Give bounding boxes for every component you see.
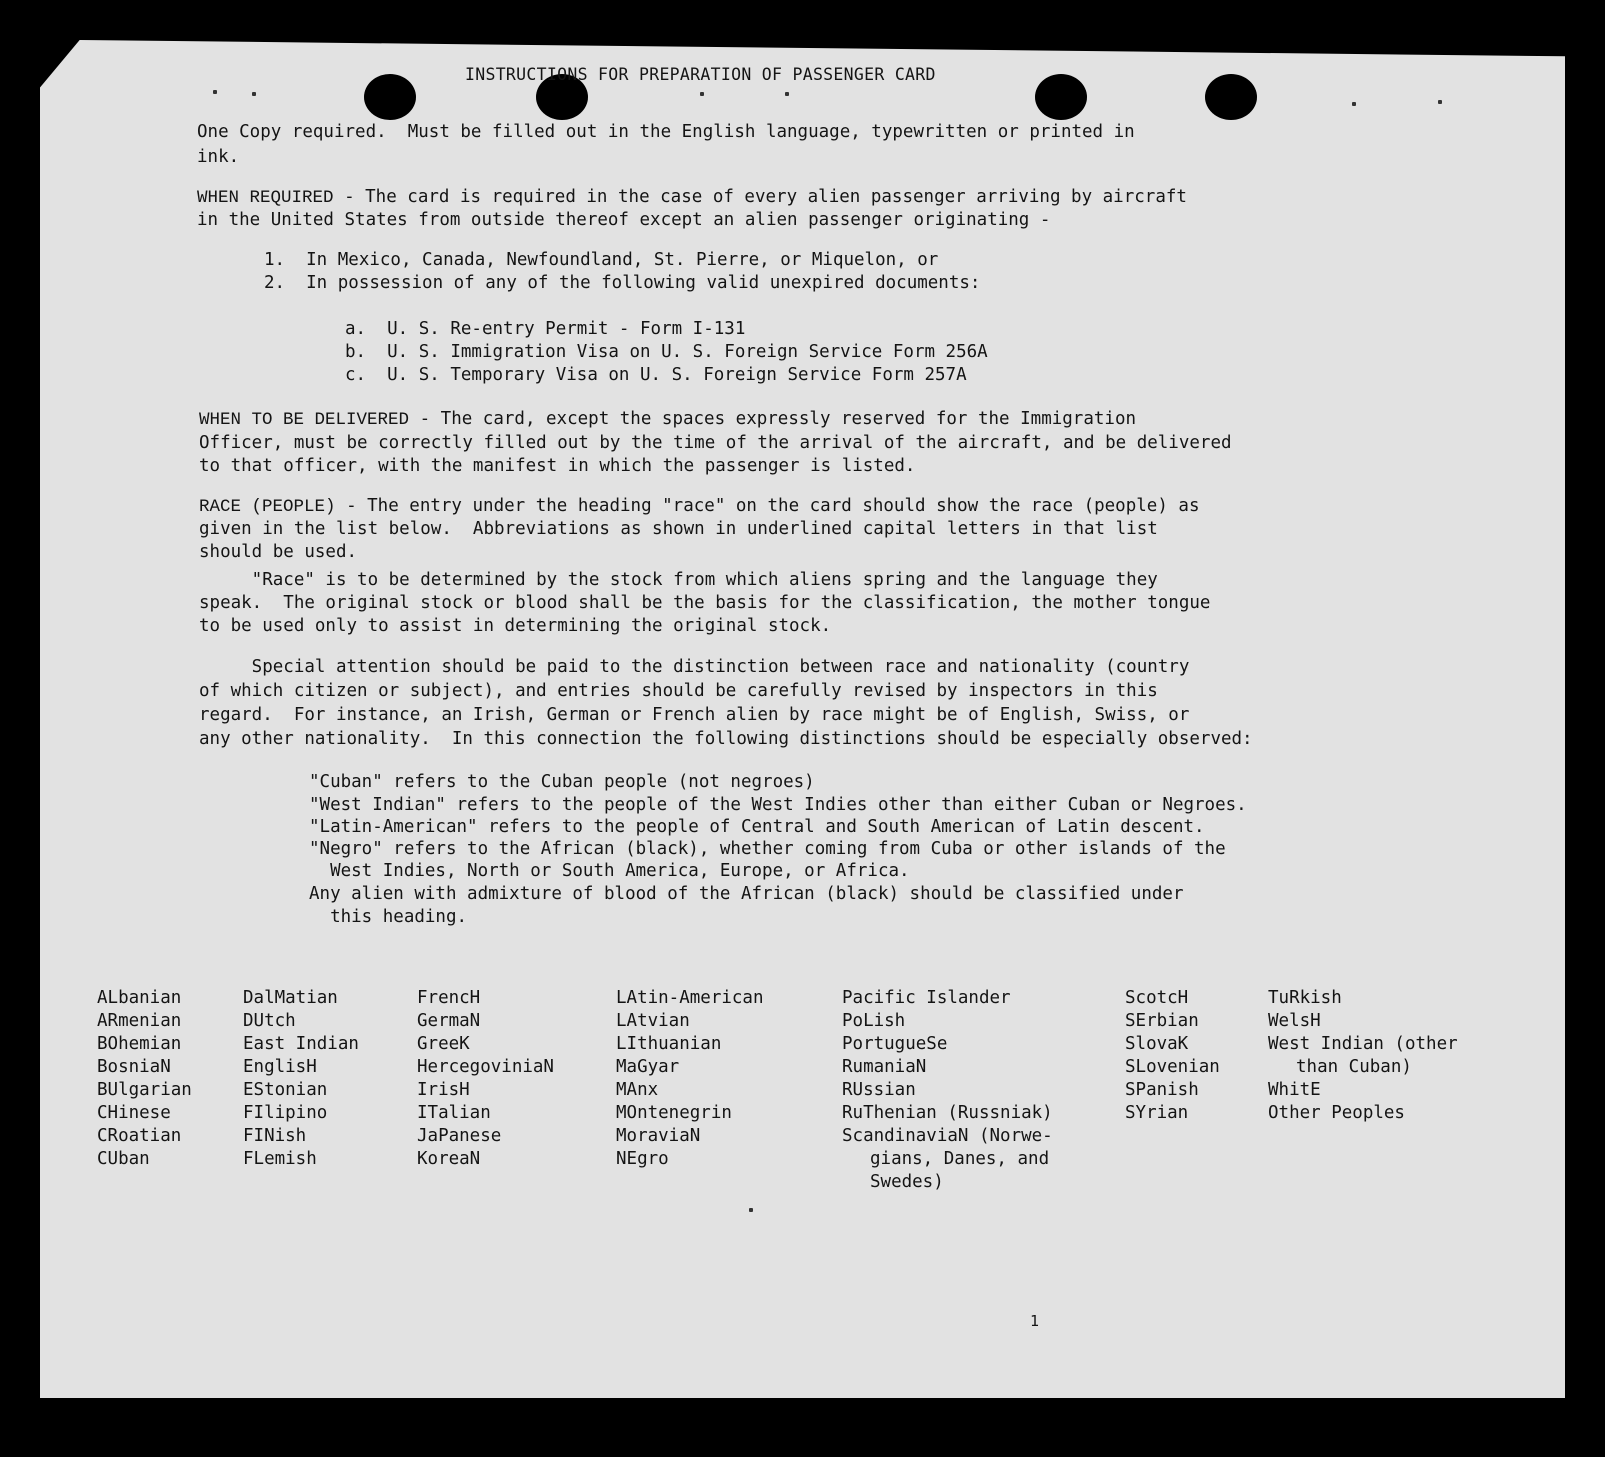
punch-hole bbox=[1035, 74, 1087, 120]
race-list-item: FLemish bbox=[243, 1149, 317, 1169]
race-list-item: PoLish bbox=[842, 1011, 906, 1031]
sub-list-item: b. U. S. Immigration Visa on U. S. Foreign Service Form 256A bbox=[345, 342, 988, 362]
when-required-paragraph: WHEN REQUIRED - The card is required in the case of every alien passenger arriving by aircraft bbox=[197, 187, 1187, 208]
race-list-item: SErbian bbox=[1125, 1011, 1199, 1031]
sub-list-item: c. U. S. Temporary Visa on U. S. Foreign Service Form 257A bbox=[345, 365, 967, 385]
race-list-item: gians, Danes, and bbox=[870, 1149, 1050, 1169]
section-heading: RACE (PEOPLE) bbox=[199, 497, 336, 517]
race-list-item: IrisH bbox=[417, 1080, 470, 1100]
punch-hole bbox=[364, 74, 416, 120]
paragraph-line: to that officer, with the manifest in which the passenger is listed. bbox=[199, 456, 916, 476]
race-list-item: FIlipino bbox=[243, 1103, 328, 1123]
race-list-item: ScotcH bbox=[1125, 988, 1189, 1008]
intro-line: One Copy required. Must be filled out in the English language, typewritten or printed in bbox=[197, 122, 1135, 142]
paragraph-line: of which citizen or subject), and entries should be carefully revised by inspectors in this bbox=[199, 681, 1158, 701]
race-list-item: West Indian (other bbox=[1268, 1034, 1458, 1054]
paragraph-line: given in the list below. Abbreviations as shown in underlined capital letters in that list bbox=[199, 519, 1158, 539]
distinction-line: "West Indian" refers to the people of the West Indies other than either Cuban or Negroes. bbox=[309, 795, 1247, 815]
race-list-item: EnglisH bbox=[243, 1057, 317, 1077]
race-list-column-5 bbox=[842, 987, 1053, 1194]
race-paragraph: RACE (PEOPLE) - The entry under the heading "race" on the card should show the race (people) as bbox=[199, 496, 1200, 517]
paragraph-line: Officer, must be correctly filled out by the time of the arrival of the aircraft, and be delivered bbox=[199, 433, 1232, 453]
race-list-item: RumaniaN bbox=[842, 1057, 927, 1077]
race-list-item: BosniaN bbox=[97, 1057, 171, 1077]
paragraph-line: any other nationality. In this connection the following distinctions should be especially observed: bbox=[199, 729, 1253, 749]
race-list-item: BOhemian bbox=[97, 1034, 182, 1054]
race-list-item: ITalian bbox=[417, 1103, 491, 1123]
race-list-item: EStonian bbox=[243, 1080, 328, 1100]
list-item: 1. In Mexico, Canada, Newfoundland, St. Pierre, or Miquelon, or bbox=[264, 250, 939, 270]
race-list-item: LAtin-American bbox=[616, 988, 764, 1008]
race-list-column-6 bbox=[1125, 987, 1220, 1125]
race-list-item: MoraviaN bbox=[616, 1126, 701, 1146]
distinction-line: "Negro" refers to the African (black), whether coming from Cuba or other islands of the bbox=[309, 839, 1226, 859]
race-list-item: NEgro bbox=[616, 1149, 669, 1169]
scan-speck bbox=[213, 90, 217, 94]
document-title: INSTRUCTIONS FOR PREPARATION OF PASSENGER CARD bbox=[465, 65, 936, 84]
race-list-item: WelsH bbox=[1268, 1011, 1321, 1031]
scan-speck bbox=[785, 92, 789, 96]
race-list-column-2 bbox=[243, 987, 359, 1171]
race-list-column-7 bbox=[1268, 987, 1458, 1125]
race-list-item: CHinese bbox=[97, 1103, 171, 1123]
paragraph-line: should be used. bbox=[199, 542, 358, 562]
race-list-item: RuThenian (Russniak) bbox=[842, 1103, 1053, 1123]
paragraph-line: to be used only to assist in determining the original stock. bbox=[199, 616, 832, 636]
race-list-item: SYrian bbox=[1125, 1103, 1189, 1123]
scan-speck bbox=[252, 92, 256, 96]
list-item: 2. In possession of any of the following valid unexpired documents: bbox=[264, 273, 981, 293]
scan-speck bbox=[1352, 102, 1356, 106]
page-mark: 1 bbox=[1030, 1312, 1040, 1330]
race-list-item: LAtvian bbox=[616, 1011, 690, 1031]
race-list-item: than Cuban) bbox=[1296, 1057, 1412, 1077]
race-list-item: SPanish bbox=[1125, 1080, 1199, 1100]
race-list-item: MaGyar bbox=[616, 1057, 680, 1077]
punch-hole bbox=[1205, 74, 1257, 120]
race-list-item: JaPanese bbox=[417, 1126, 502, 1146]
race-list-item: ALbanian bbox=[97, 988, 182, 1008]
race-list-item: GreeK bbox=[417, 1034, 470, 1054]
race-list-column-4 bbox=[616, 987, 764, 1171]
distinction-line: Any alien with admixture of blood of the African (black) should be classified under bbox=[309, 884, 1184, 904]
distinction-line: "Latin-American" refers to the people of Central and South American of Latin descent. bbox=[309, 817, 1205, 837]
race-list-column-1 bbox=[97, 987, 192, 1171]
race-list-item: WhitE bbox=[1268, 1080, 1321, 1100]
distinction-line: this heading. bbox=[309, 907, 468, 927]
paragraph-line: Special attention should be paid to the distinction between race and nationality (country bbox=[199, 657, 1190, 677]
race-list-item: RUssian bbox=[842, 1080, 916, 1100]
race-list-item: HercegoviniaN bbox=[417, 1057, 554, 1077]
race-list-item: MAnx bbox=[616, 1080, 659, 1100]
section-heading: WHEN REQUIRED bbox=[197, 188, 334, 208]
race-list-item: FrencH bbox=[417, 988, 481, 1008]
scan-speck bbox=[700, 92, 704, 96]
distinction-line: "Cuban" refers to the Cuban people (not negroes) bbox=[309, 772, 815, 792]
race-list-item: TuRkish bbox=[1268, 988, 1342, 1008]
scan-speck bbox=[1438, 100, 1442, 104]
race-list-item: Other Peoples bbox=[1268, 1103, 1405, 1123]
race-list-item: CUban bbox=[97, 1149, 150, 1169]
section-heading: WHEN TO BE DELIVERED bbox=[199, 410, 410, 430]
paragraph-line: speak. The original stock or blood shall be the basis for the classification, the mother tongue bbox=[199, 593, 1211, 613]
race-list-item: FINish bbox=[243, 1126, 307, 1146]
paragraph-line: regard. For instance, an Irish, German or French alien by race might be of English, Swiss, or bbox=[199, 705, 1190, 725]
race-list-item: ScandinaviaN (Norwe- bbox=[842, 1126, 1053, 1146]
race-list-item: Swedes) bbox=[870, 1172, 944, 1192]
distinction-line: West Indies, North or South America, Europe, or Africa. bbox=[309, 861, 910, 881]
when-delivered-paragraph: WHEN TO BE DELIVERED - The card, except the spaces expressly reserved for the Immigration bbox=[199, 409, 1137, 430]
paragraph-line: in the United States from outside thereof except an alien passenger originating - bbox=[197, 210, 1051, 230]
paragraph-line: "Race" is to be determined by the stock from which aliens spring and the language they bbox=[199, 570, 1158, 590]
race-list-item: Pacific Islander bbox=[842, 988, 1011, 1008]
race-list-item: PortugueSe bbox=[842, 1034, 948, 1054]
race-list-item: MOntenegrin bbox=[616, 1103, 732, 1123]
race-list-column-3 bbox=[417, 987, 554, 1171]
race-list-item: DalMatian bbox=[243, 988, 338, 1008]
race-list-item: LIthuanian bbox=[616, 1034, 722, 1054]
race-list-item: ARmenian bbox=[97, 1011, 182, 1031]
sub-list-item: a. U. S. Re-entry Permit - Form I-131 bbox=[345, 319, 746, 339]
scan-speck bbox=[749, 1208, 753, 1212]
race-list-item: East Indian bbox=[243, 1034, 359, 1054]
race-list-item: SLovenian bbox=[1125, 1057, 1220, 1077]
race-list-item: CRoatian bbox=[97, 1126, 182, 1146]
race-list-item: SlovaK bbox=[1125, 1034, 1189, 1054]
race-list-item: GermaN bbox=[417, 1011, 481, 1031]
race-list-item: BUlgarian bbox=[97, 1080, 192, 1100]
race-list-item: DUtch bbox=[243, 1011, 296, 1031]
race-list-item: KoreaN bbox=[417, 1149, 481, 1169]
intro-line: ink. bbox=[197, 147, 240, 167]
